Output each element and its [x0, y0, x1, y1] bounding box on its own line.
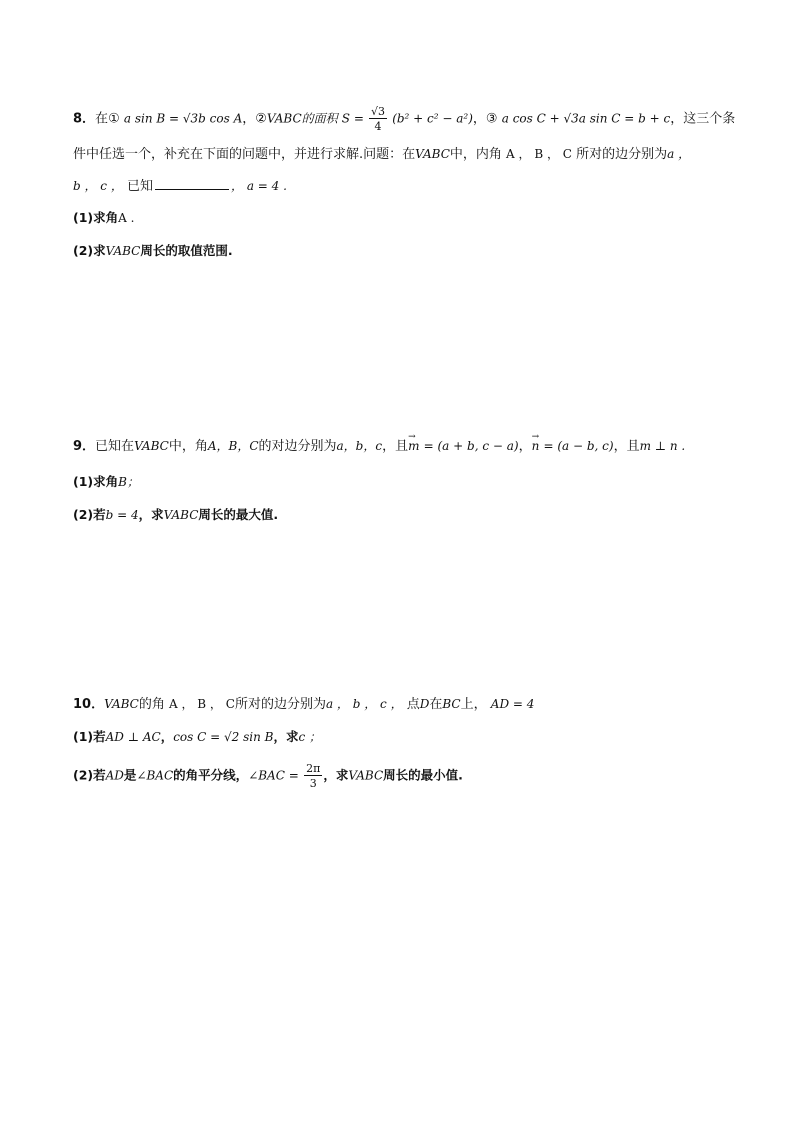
- text: ，求: [138, 507, 164, 522]
- q9-line1: 9．已知在VABC中，角A，B，C的对边分别为a，b，c，且→ m = (a + b, c − a)，→ n = (a − b, c)，且m ⊥ n .: [73, 436, 685, 457]
- text: 是: [123, 767, 137, 783]
- formula: AD ⊥ AC: [105, 730, 161, 744]
- condition-marker: ①: [108, 111, 120, 127]
- q9-part1: [73, 472, 139, 492]
- text: 件中任选一个，补充在下面的问题中，并进行求解.问题：在: [73, 147, 416, 162]
- text: 周长的最大值.: [198, 507, 279, 522]
- text: ，且: [613, 439, 640, 454]
- text: 的角平分线，: [173, 767, 249, 783]
- text: ，求: [323, 767, 349, 783]
- formula: AD = 4: [490, 697, 535, 711]
- text: 已知: [127, 179, 154, 194]
- formula: S =: [341, 111, 364, 126]
- q8-line1: 8．在① a sin B = √3b cos A，②VABC的面积 S = $\frac{√3}{4}$ (b² + c² − a²)，③ a cos C + √3a sin C = b + c，这三个条: [73, 105, 736, 133]
- text: 的角: [138, 697, 165, 712]
- condition-marker: ②: [255, 111, 267, 127]
- text: 已知在: [95, 439, 135, 454]
- vector-m: → m: [408, 436, 419, 456]
- text: 周长的取值范围.: [140, 243, 233, 258]
- formula: A ， B ， C: [506, 147, 572, 161]
- formula: B；: [118, 475, 139, 489]
- condition-marker: ③: [485, 111, 498, 127]
- formula: VABC: [134, 439, 169, 453]
- formula: a，b，c: [336, 439, 383, 453]
- fraction: $\frac{√3}{4}$: [371, 105, 386, 133]
- formula: ∠BAC =: [248, 768, 299, 783]
- text: (1)若: [73, 729, 106, 744]
- formula: a ，: [667, 147, 691, 161]
- text: ，求: [273, 729, 299, 744]
- text: ，且: [382, 439, 409, 454]
- q9-part2: [73, 505, 278, 525]
- formula: AD: [105, 768, 124, 783]
- formula: = (a − b, c): [543, 439, 614, 453]
- text: 周长的最小值.: [383, 767, 463, 783]
- formula: VABC: [105, 244, 141, 258]
- formula: b ， c ，: [73, 179, 123, 193]
- q8-part2: [73, 241, 233, 261]
- formula: (b² + c² − a²): [392, 111, 473, 126]
- formula: VABC: [415, 147, 450, 161]
- formula: m ⊥ n .: [639, 439, 686, 453]
- q8-part1: [73, 208, 134, 228]
- fraction: $\frac{2\pi}{3}$: [306, 762, 321, 790]
- formula: A ， B ， C: [169, 697, 235, 711]
- formula: a ， b ， c ，: [325, 697, 403, 711]
- question-number: 9．: [73, 439, 96, 454]
- q8-line3: [73, 176, 287, 197]
- formula: cos C = √2 sin B: [173, 730, 274, 744]
- text: (2)求: [73, 243, 106, 258]
- text: (1)求角: [73, 474, 119, 489]
- text: (2)若: [73, 507, 106, 522]
- formula: b = 4: [105, 508, 139, 522]
- text: VABC的面积: [266, 111, 338, 126]
- q10-part1: (1)若AD ⊥ AC，cos C = √2 sin B，求c ；: [73, 729, 322, 744]
- formula: VABC: [104, 697, 139, 711]
- question-number: 10．: [73, 697, 105, 712]
- text: 在: [429, 697, 443, 712]
- text: (2)若: [73, 767, 106, 783]
- formula: A，B，C: [207, 439, 259, 453]
- formula: VABC: [348, 768, 384, 783]
- formula: ∠BAC: [136, 768, 174, 783]
- formula: c ；: [298, 730, 322, 744]
- text: 的对边分别为: [258, 439, 337, 454]
- formula: D: [419, 697, 430, 711]
- vector-n: → n: [532, 436, 540, 456]
- formula: a sin B = √3b cos A: [123, 111, 243, 126]
- text: 点: [406, 697, 420, 712]
- formula: a cos C + √3a sin C = b + c: [501, 111, 671, 126]
- formula: VABC: [163, 508, 199, 522]
- text: ，这三个条: [670, 111, 736, 127]
- text: 所对的边分别为: [576, 147, 668, 162]
- q10-line1: [73, 694, 534, 715]
- formula: ， a = 4 .: [231, 179, 287, 193]
- text: 中，角: [168, 439, 208, 454]
- formula: = (a + b, c − a): [423, 439, 519, 453]
- formula: A .: [118, 211, 135, 225]
- q8-line2: [73, 144, 690, 165]
- formula: BC: [442, 697, 461, 711]
- text: 中，内角: [449, 147, 502, 162]
- text: 上，: [460, 697, 487, 712]
- text: (1)求角: [73, 210, 119, 225]
- text: 所对的边分别为: [234, 697, 326, 712]
- text: 在: [95, 111, 109, 127]
- answer-blank[interactable]: [155, 177, 229, 190]
- q10-part2: [73, 763, 463, 789]
- question-number: 8．: [73, 111, 96, 127]
